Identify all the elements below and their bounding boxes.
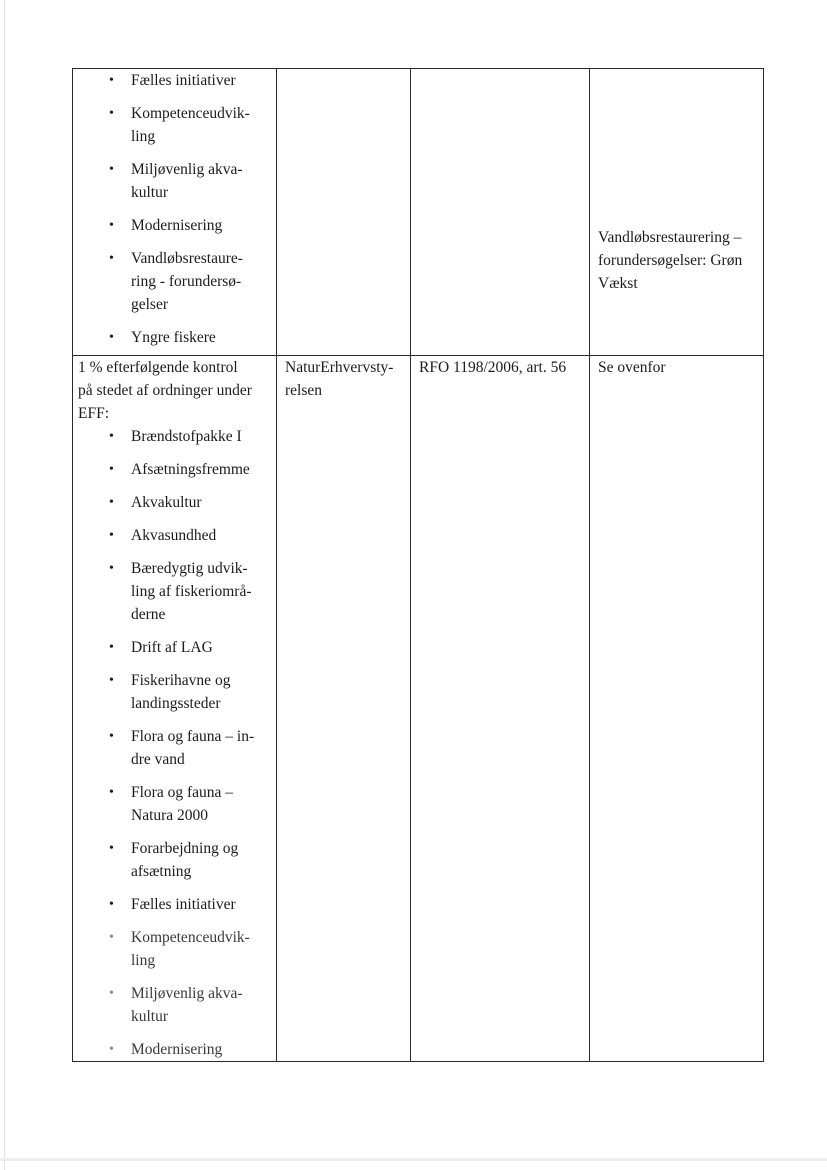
- list-item: [73, 781, 276, 827]
- list-item-text: Flora og fauna –: [131, 784, 234, 801]
- list-item-text: Vandløbsrestaure-: [131, 250, 243, 267]
- list-item: [73, 158, 276, 204]
- list-item-text: Miljøvenlig akva-: [131, 161, 243, 178]
- list-item: [73, 837, 276, 883]
- list-item-text: gelser: [131, 296, 169, 313]
- row2-intro-line: EFF:: [78, 405, 110, 422]
- row2-col2-line: relsen: [285, 382, 323, 399]
- list-item-text: dre vand: [131, 751, 185, 768]
- list-item-text: ling af fiskeriområ-: [131, 583, 252, 600]
- list-item: [73, 893, 276, 916]
- list-item-text: landingssteder: [131, 695, 221, 712]
- row1-col4-line: Vækst: [598, 275, 638, 292]
- list-item-text: Akvakultur: [131, 494, 202, 511]
- row1-col1-cell: [73, 69, 277, 356]
- row1-col4-line: Vandløbsrestaurering –: [598, 229, 742, 246]
- list-item-text: Yngre fiskere: [131, 329, 216, 346]
- list-item-text: Brændstofpakke I: [131, 428, 242, 445]
- list-item-text: Forarbejdning og: [131, 840, 239, 857]
- row2-col3-text: RFO 1198/2006, art. 56: [419, 359, 567, 376]
- list-item: [73, 425, 276, 448]
- list-item: [73, 491, 276, 514]
- list-item-text: derne: [131, 606, 166, 623]
- list-item-text: kultur: [131, 184, 169, 201]
- list-item-text: Fælles initiativer: [131, 72, 236, 89]
- table-row: [73, 69, 764, 356]
- list-item-text: Fiskerihavne og: [131, 672, 231, 689]
- list-item: [73, 982, 276, 1028]
- list-item: [73, 326, 276, 349]
- page-edge-bottom: [0, 1158, 827, 1161]
- row2-col1-cell: [73, 356, 277, 1062]
- list-item-text: Drift af LAG: [131, 639, 213, 656]
- row1-col4-cell: [590, 69, 764, 356]
- list-item-text: Fælles initiativer: [131, 896, 236, 913]
- row2-col2-cell: [277, 356, 411, 1062]
- list-item-text: Miljøvenlig akva-: [131, 985, 243, 1002]
- row1-col2-cell: [277, 69, 411, 356]
- row1-col4-text: [590, 69, 763, 295]
- list-item-text: Kompetenceudvik-: [131, 929, 250, 946]
- row2-col2-text: [277, 356, 410, 402]
- row1-col3-cell: [411, 69, 590, 356]
- list-item-text: kultur: [131, 1008, 169, 1025]
- document-table: [72, 68, 764, 1062]
- list-item-text: Afsætningsfremme: [131, 461, 250, 478]
- list-item-text: ling: [131, 952, 156, 969]
- list-item-text: Modernisering: [131, 1041, 223, 1058]
- list-item-text: Kompetenceudvik-: [131, 105, 250, 122]
- list-item-text: Flora og fauna – in-: [131, 728, 255, 745]
- list-item-text: Natura 2000: [131, 807, 209, 824]
- row2-intro-line: på stedet af ordninger under: [78, 382, 252, 399]
- row2-col2-line: NaturErhvervsty-: [285, 359, 394, 376]
- list-item: [73, 524, 276, 547]
- list-item-text: ring - forundersø-: [131, 273, 242, 290]
- row2-col4-cell: [590, 356, 764, 1062]
- list-item: [73, 725, 276, 771]
- list-item: [73, 636, 276, 659]
- list-item-text: ling: [131, 128, 156, 145]
- list-item: [73, 669, 276, 715]
- list-item: [73, 69, 276, 92]
- list-item: [73, 102, 276, 148]
- row1-col4-line: forundersøgelser: Grøn: [598, 252, 743, 269]
- list-item: [73, 1038, 276, 1061]
- list-item: [73, 926, 276, 972]
- row2-intro-line: 1 % efterfølgende kontrol: [78, 359, 238, 376]
- list-item-text: Akvasundhed: [131, 527, 217, 544]
- table-row: [73, 356, 764, 1062]
- list-item: [73, 214, 276, 237]
- list-item-text: Modernisering: [131, 217, 223, 234]
- list-item: [73, 458, 276, 481]
- list-item: [73, 557, 276, 626]
- row2-col4-text: Se ovenfor: [598, 359, 666, 376]
- list-item: [73, 247, 276, 316]
- list-item-text: Bæredygtig udvik-: [131, 560, 248, 577]
- row2-intro-text: [73, 356, 276, 425]
- row2-bullet-list: [73, 425, 276, 1061]
- list-item-text: afsætning: [131, 863, 192, 880]
- row2-col3-cell: [411, 356, 590, 1062]
- page-edge-left: [4, 0, 5, 1170]
- row1-bullet-list: [73, 69, 276, 349]
